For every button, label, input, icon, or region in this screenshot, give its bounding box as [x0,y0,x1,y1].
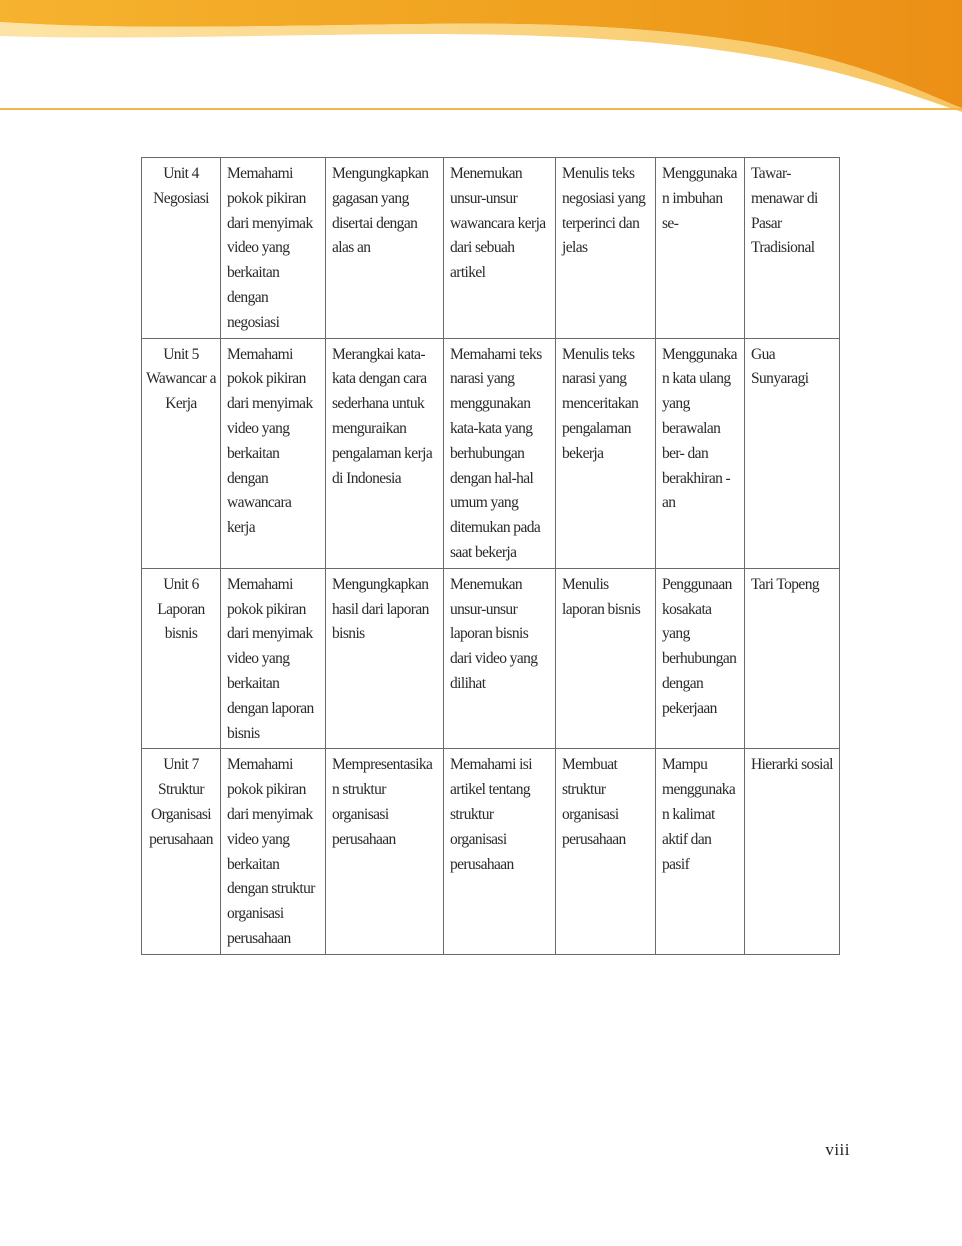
grammar-cell: Mampu menggunaka n kalimat aktif dan pasif [656,749,745,954]
speaking-cell: Mengungkapkan hasil dari laporan bisnis [326,568,444,749]
reading-cell: Memahami isi artikel tentang struktur organisasi perusahaan [444,749,556,954]
table-row [142,158,840,339]
listening-cell: Memahami pokok pikiran dari menyimak video yang berkaitan dengan struktur organisasi perusahaan [221,749,326,954]
grammar-cell: Menggunaka n kata ulang yang berawalan ber- dan berakhiran -an [656,338,745,568]
reading-cell: Memahami teks narasi yang menggunakan kata-kata yang berhubungan dengan hal-hal umum yang ditemukan pada saat bekerja [444,338,556,568]
listening-cell: Memahami pokok pikiran dari menyimak video yang berkaitan dengan wawancara kerja [221,338,326,568]
page-number: viii [825,1140,850,1159]
writing-cell: Membuat struktur organisasi perusahaan [556,749,656,954]
culture-cell: Gua Sunyaragi [745,338,840,568]
table-row [142,749,840,954]
listening-cell: Memahami pokok pikiran dari menyimak video yang berkaitan dengan negosiasi [221,158,326,339]
unit-cell: Unit 7 Struktur Organisasi perusahaan [142,749,221,954]
culture-cell: Tawar-menawar di Pasar Tradisional [745,158,840,339]
grammar-cell: Menggunaka n imbuhan se- [656,158,745,339]
writing-cell: Menulis teks negosiasi yang terperinci dan jelas [556,158,656,339]
writing-cell: Menulis laporan bisnis [556,568,656,749]
grammar-cell: Penggunaan kosakata yang berhubungan dengan pekerjaan [656,568,745,749]
speaking-cell: Merangkai kata-kata dengan cara sederhana untuk menguraikan pengalaman kerja di Indonesia [326,338,444,568]
unit-cell: Unit 6 Laporan bisnis [142,568,221,749]
curriculum-table [141,157,840,955]
reading-cell: Menemukan unsur-unsur laporan bisnis dari video yang dilihat [444,568,556,749]
banner-wave-orange [0,0,962,108]
reading-cell: Menemukan unsur-unsur wawancara kerja dari sebuah artikel [444,158,556,339]
curriculum-table-container [141,157,839,955]
unit-cell: Unit 5 Wawancar a Kerja [142,338,221,568]
speaking-cell: Mempresentasika n struktur organisasi perusahaan [326,749,444,954]
table-row [142,338,840,568]
culture-cell: Tari Topeng [745,568,840,749]
listening-cell: Memahami pokok pikiran dari menyimak video yang berkaitan dengan laporan bisnis [221,568,326,749]
unit-cell: Unit 4 Negosiasi [142,158,221,339]
header-banner [0,0,962,120]
writing-cell: Menulis teks narasi yang menceritakan pengalaman bekerja [556,338,656,568]
culture-cell: Hierarki sosial [745,749,840,954]
speaking-cell: Mengungkapkan gagasan yang disertai dengan alas an [326,158,444,339]
table-row [142,568,840,749]
